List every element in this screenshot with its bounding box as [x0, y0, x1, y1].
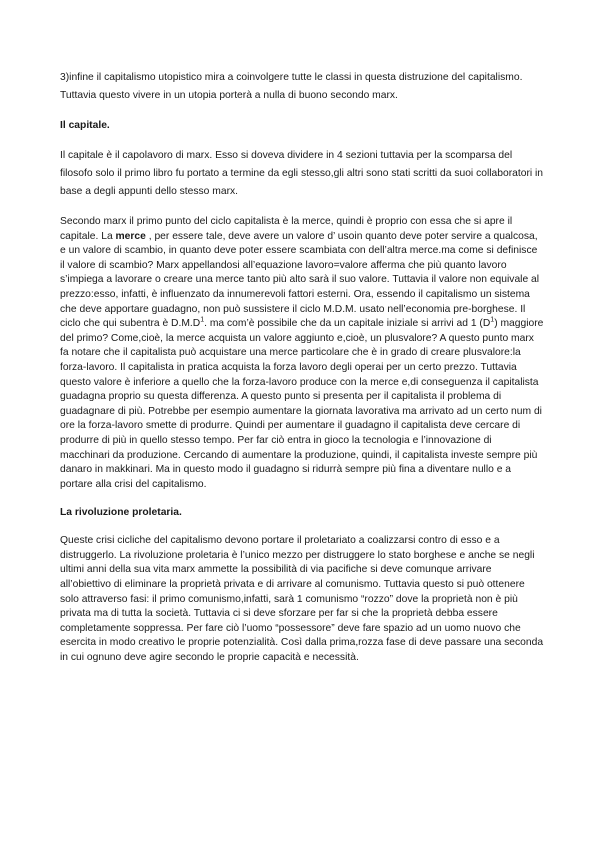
document-body: [60, 69, 544, 680]
paragraph-rivoluzione: Queste crisi cicliche del capitalismo devono portare il proletariato a coalizzarsi contro di esso e a distruggerlo. La rivoluzione proletaria è l’unico mezzo per distruggere lo stato borghese e anche se negli ultimi anni della sua vita marx ammette la possibilità di via pacifiche si deve comunque arrivare all’obiettivo di eliminare la proprietà privata e di arrivare al comunismo. Tuttavia questo si può ottenere solo attraverso fasi: il primo comunismo,infatti, sarà 1 comunismo “rozzo” dove la proprietà non è più privata ma di tutta la società. Tuttavia ci si deve sforzare per far si che la proprietà debba essere completamente soppressa. Per fare ciò l’uomo “possessore” deve fare spazio ad un uomo nuovo che esercita in modo creativo le proprie potenzialità. Così dalla prima,rozza fase di deve passare una seconda in cui ognuno deve agire secondo le proprie capacità e necessità.: [60, 535, 544, 664]
text-run: Secondo marx il primo punto del ciclo capitalista è la merce, quindi è proprio con essa che si apre il capitale. La: [60, 216, 513, 242]
heading-rivoluzione: La rivoluzione proletaria.: [60, 507, 182, 519]
paragraph-utopian-capitalism: 3)infine il capitalismo utopistico mira a coinvolgere tutte le classi in questa distruzione del capitalismo. Tuttavia questo vivere in un utopia porterà a nulla di buono secondo marx.: [60, 72, 523, 101]
paragraph-merce-cycle: [60, 215, 544, 492]
superscript: 1: [200, 316, 205, 324]
term-merce: merce: [115, 230, 146, 242]
text-run: , per essere tale, deve avere un valore d’ usoin quanto deve poter servire a qualcosa, e un valore di scambio, in quanto deve poter essere scambiata con dell’altra merce.ma come si definisce il valore di scambio? Marx appellandosi all’equazione lavoro=valore afferma che più quanto lavoro s’impiega a lavorare o creare una merce tanto più alto sarà il suo valore. Tuttavia il valore non equivale al prezzo:esso, infatti, è influenzato da innumerevoli fattori esterni. Ora, essendo il capitalismo un sistema che deve apportare guadagno, non può sussistere il ciclo M.D.M. usato nell’economia pre-borghese. Il ciclo che qui subentra è D.M.D: [60, 230, 540, 330]
text-run: . ma com’è possibile che da un capitale iniziale si arrivi ad 1 (D: [204, 318, 491, 330]
paragraph-capitale-intro: Il capitale è il capolavoro di marx. Esso si doveva dividere in 4 sezioni tuttavia per la scomparsa del filosofo solo il primo libro fu portato a termine da egli stesso,gli altri sono stati scritti da suoi collaboratori in base a degli appunti dello stesso marx.: [60, 150, 544, 197]
text-run: ) maggiore del primo? Come,cioè, la merce acquista un valore aggiunto e,cioè, un plusvalore? A questo punto marx fa notare che il capitalista può acquistare una merce particolare che è in grado di creare plusvalore:la forza-lavoro. Il capitalista in pratica acquista la forza lavoro degli operai per un certo prezzo. Tuttavia questo valore è inferiore a quello che la forza-lavoro produce con la merce e,di conseguenza il capitalista guadagna proprio su questa differenza. A questo punto si presenta per il capitalista il problema di guadagnare di più. Potrebbe per esempio aumentare la giornata lavorativa ma arrivato ad un certo num di ore la forza-lavoro smette di produrre. Quindi per aumentare il guadagno il capitalista deve cercare di produrre di più in quello stesso tempo. Per far ciò entra in gioco la tecnologia e l’innovazione di macchinari da produzione. Cercando di aumentare la produzione, quindi, il capitalista investe sempre più danaro in makkinari. Ma in questo modo il guadagno si ridurrà sempre più fina a diventare nullo e a portare alla crisi del capitalismo.: [60, 318, 544, 490]
superscript: 1: [490, 316, 495, 324]
heading-capitale: Il capitale.: [60, 120, 110, 131]
